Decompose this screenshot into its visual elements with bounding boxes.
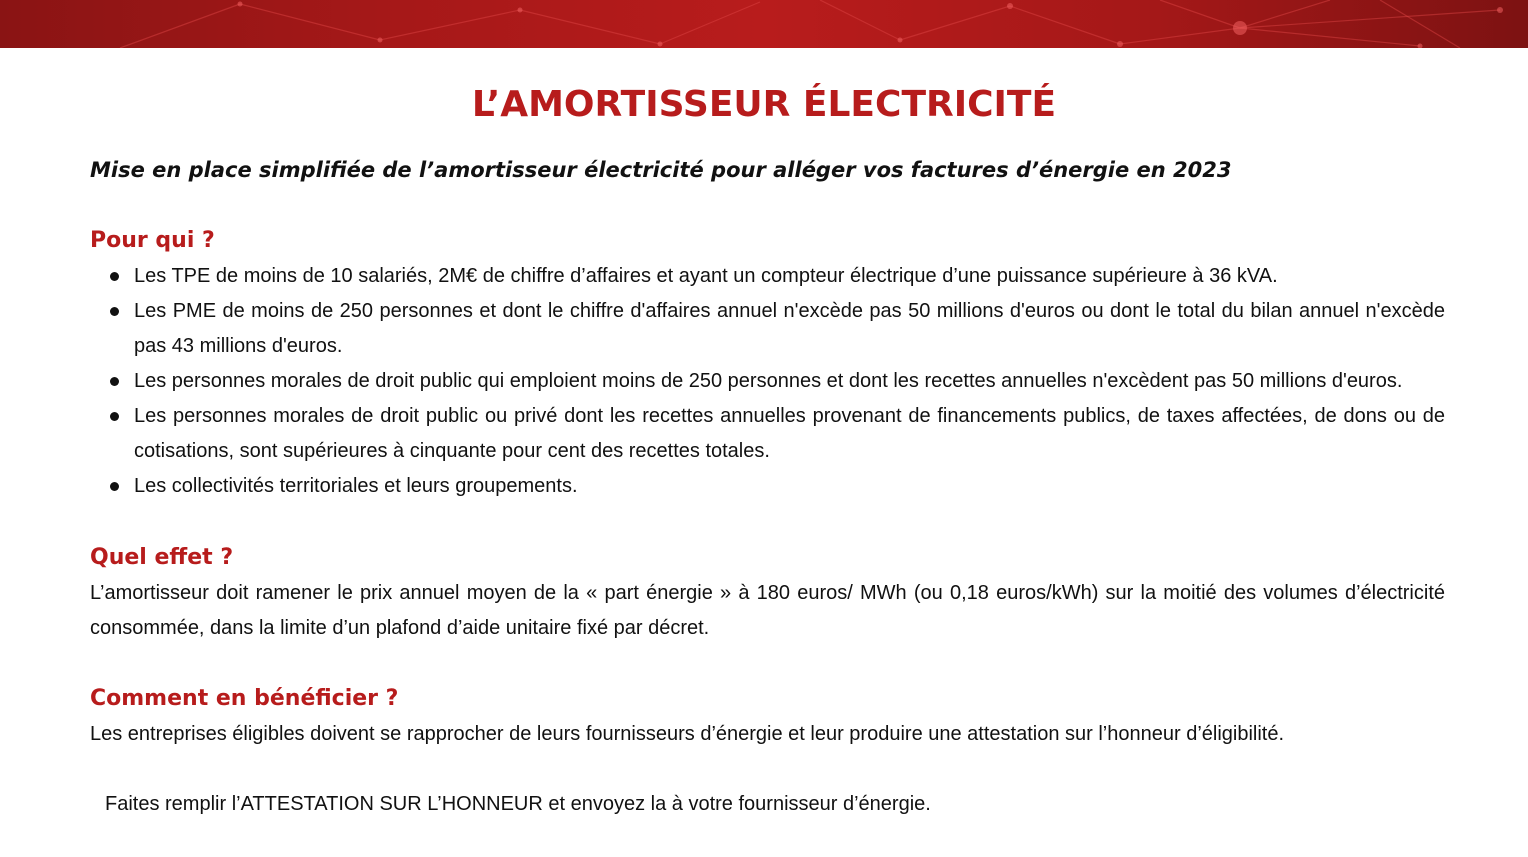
bullet-dot-icon (110, 482, 119, 491)
network-pattern-decoration (0, 0, 1528, 48)
header-banner (0, 0, 1528, 48)
effect-paragraph: L’amortisseur doit ramener le prix annuel moyen de la « part énergie » à 180 euros/ MWh (ou 0,18 euros/kWh) sur la moitié des volumes d’électricité consommée, dans la limite d’un plafond d’aide unitaire fixé par décret. (90, 582, 1445, 639)
list-item (90, 399, 1445, 469)
bullet-dot-icon (110, 307, 119, 316)
list-item-text: Les collectivités territoriales et leurs groupements. (134, 475, 578, 497)
bullet-dot-icon (110, 412, 119, 421)
list-item-text: Les PME de moins de 250 personnes et dont le chiffre d'affaires annuel n'excède pas 50 millions d'euros ou dont le total du bilan annuel n'excède pas 43 millions d'euros. (134, 300, 1445, 357)
list-item-text: Les personnes morales de droit public qui emploient moins de 250 personnes et dont les recettes annuelles n'excèdent pas 50 millions d'euros. (134, 370, 1403, 392)
list-item (90, 469, 1445, 504)
list-item (90, 259, 1445, 294)
list-item-text: Les personnes morales de droit public ou privé dont les recettes annuelles provenant de financements publics, de taxes affectées, de dons ou de cotisations, sont supérieures à cinquante pour cent des recettes totales. (134, 405, 1445, 462)
attestation-note: Faites remplir l’ATTESTATION SUR L’HONNEUR et envoyez la à votre fournisseur d’énergie. (105, 793, 931, 815)
page-subtitle: Mise en place simplifiée de l’amortisseur électricité pour alléger vos factures d’énergie en 2023 (90, 158, 1232, 182)
list-item-text: Les TPE de moins de 10 salariés, 2M€ de chiffre d’affaires et ayant un compteur électrique d’une puissance supérieure à 36 kVA. (134, 265, 1278, 287)
bullet-dot-icon (110, 272, 119, 281)
list-item (90, 294, 1445, 364)
list-item (90, 364, 1445, 399)
how-to-paragraph: Les entreprises éligibles doivent se rapprocher de leurs fournisseurs d’énergie et leur produire une attestation sur l’honneur d’éligibilité. (90, 723, 1285, 745)
section-heading-pour-qui: Pour qui ? (90, 228, 215, 253)
page-title: L’AMORTISSEUR ÉLECTRICITÉ (471, 84, 1057, 125)
eligibility-list (90, 259, 1445, 504)
section-heading-quel-effet: Quel effet ? (90, 545, 234, 570)
section-heading-comment-en-beneficier: Comment en bénéficier ? (90, 686, 399, 711)
bullet-dot-icon (110, 377, 119, 386)
